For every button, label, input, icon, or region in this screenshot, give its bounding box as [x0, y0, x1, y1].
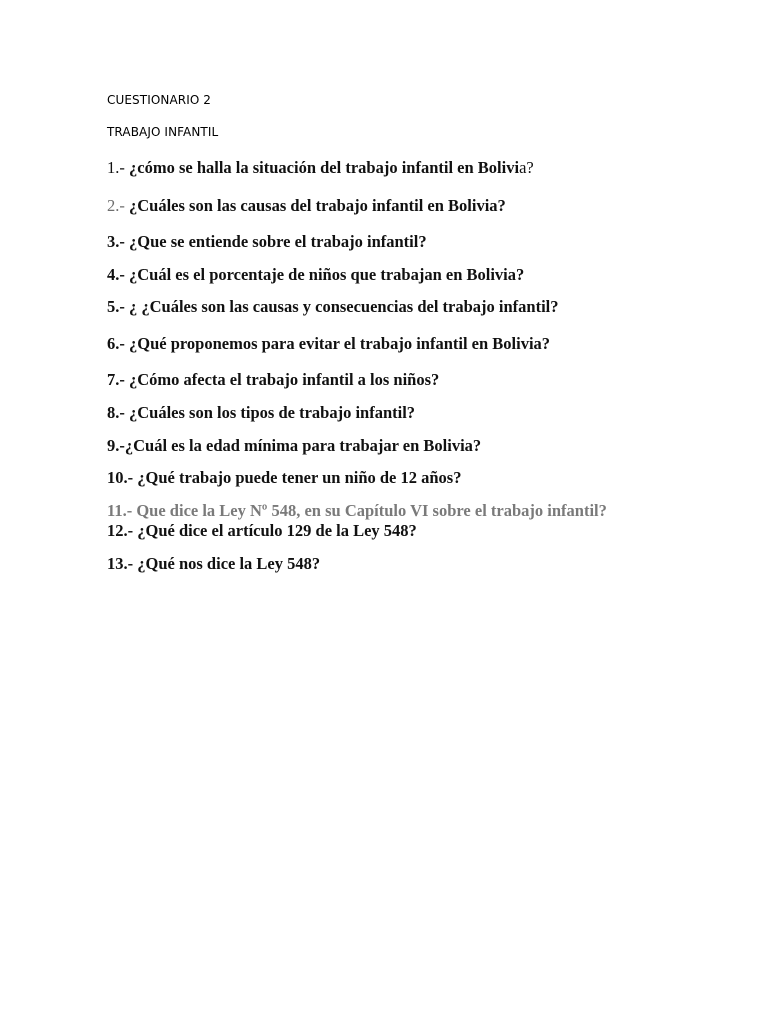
document-subtitle-cuestionario: CUESTIONARIO 2: [107, 93, 212, 107]
question-13-text: ¿Qué nos dice la Ley 548?: [133, 554, 321, 573]
question-6: [107, 334, 550, 354]
question-13-number: 13.-: [107, 554, 134, 573]
question-5-text: ¿ ¿Cuáles son las causas y consecuencias del trabajo infantil?: [124, 297, 559, 316]
question-1: [107, 158, 534, 178]
question-11-number: 11.-: [107, 501, 133, 520]
question-7: [107, 370, 439, 390]
question-11: [107, 501, 607, 521]
question-8-text: ¿Cuáles son los tipos de trabajo infantil?: [124, 403, 416, 422]
document-topic-title: TRABAJO INFANTIL: [107, 125, 219, 139]
question-2: [107, 196, 506, 216]
question-3-number: 3.-: [107, 232, 125, 251]
question-12: [107, 521, 417, 541]
question-3: [107, 232, 427, 252]
question-3-text: ¿Que se entiende sobre el trabajo infantil?: [124, 232, 427, 251]
question-12-number: 12.-: [107, 521, 134, 540]
question-4-number: 4.-: [107, 265, 125, 284]
question-6-number: 6.-: [107, 334, 125, 353]
question-6-text: ¿Qué proponemos para evitar el trabajo infantil en Bolivia?: [124, 334, 551, 353]
question-10: [107, 468, 461, 488]
question-10-text: ¿Qué trabajo puede tener un niño de 12 años?: [133, 468, 462, 487]
question-7-number: 7.-: [107, 370, 125, 389]
question-7-text: ¿Cómo afecta el trabajo infantil a los niños?: [124, 370, 440, 389]
question-11-text: Que dice la Ley Nº 548, en su Capítulo VI sobre el trabajo infantil?: [132, 501, 607, 520]
question-1-number: 1.-: [107, 158, 125, 177]
question-1-text-tail: a?: [519, 158, 534, 177]
question-2-text: ¿Cuáles son las causas del trabajo infantil en Bolivia?: [124, 196, 506, 215]
question-10-number: 10.-: [107, 468, 134, 487]
question-8-number: 8.-: [107, 403, 125, 422]
question-1-text: ¿cómo se halla la situación del trabajo infantil en Bolivi: [124, 158, 520, 177]
question-12-text: ¿Qué dice el artículo 129 de la Ley 548?: [133, 521, 417, 540]
question-5-number: 5.-: [107, 297, 125, 316]
question-13: [107, 554, 320, 574]
question-4-text: ¿Cuál es el porcentaje de niños que trabajan en Bolivia?: [124, 265, 525, 284]
question-2-number: 2.-: [107, 196, 125, 215]
question-8: [107, 403, 415, 423]
question-5: [107, 297, 558, 317]
question-9-text: ¿Cuál es la edad mínima para trabajar en Bolivia?: [124, 436, 482, 455]
question-4: [107, 265, 524, 285]
question-9-number: 9.-: [107, 436, 125, 455]
question-9: [107, 436, 481, 456]
